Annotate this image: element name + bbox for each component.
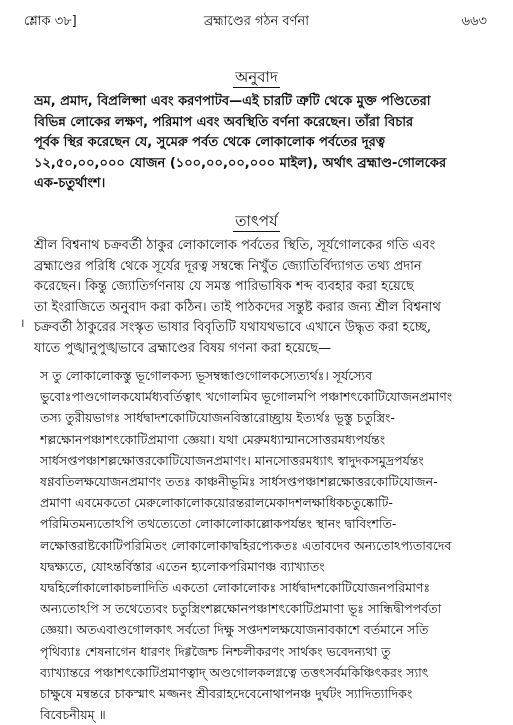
page-header: [16, 10, 497, 32]
sanskrit-quotation: [40, 365, 491, 725]
sanskrit-line: লক্ষোত্তরাষ্টকোটিপরিমিতং লোকালোকাদ্বহিরপ্যেকতঃ এতাবদেব অন্যতোঽপ্যতাবদেব: [40, 537, 452, 553]
sanskrit-line: জ্ঞেয়া। অতএবাণ্ডগোলকাৎ সর্বতো দিক্ষু সপ্তদশলক্ষযোজনাবকাশে বর্তমানে সতি: [40, 622, 429, 638]
translation-heading: [0, 66, 513, 91]
sanskrit-line: সার্ধসপ্তপঞ্চাশল্লক্ষোত্তরকোটিযোজনপ্রমাণং। মানসোত্তরমধ্যাৎ স্বাদুদকসমুদ্রপর্যন্তং: [40, 452, 424, 468]
sanskrit-line: তস্য তুরীয়ভাগঃ সার্ধদ্বাদশকোটিযোজনবিস্তারোচ্ছ্রায় ইত্যর্থঃ ভূস্তু চতুস্ত্রিং-: [40, 410, 395, 426]
purport-heading: [0, 210, 513, 235]
purport-line: চক্রবর্তী ঠাকুরের সংস্কৃত ভাষার বিবৃতিটি যথাযথভাবে এখানে উদ্ধৃত করা হচ্ছে,: [34, 320, 432, 335]
sanskrit-line: পৃথিব্যাঃ শেষনাগেন ধারণং দিগ্গজৈশ্চ নিশ্চলীকরণং সার্থকং ভবেদন্যথা তু: [40, 643, 391, 659]
purport-paragraph: [34, 236, 485, 359]
purport-line: ব্রহ্মাণ্ডের পরিধি থেকে সূর্যের দূরত্ব সম্বন্ধে নিখুঁত জ্যোতির্বিদ্যাগত তথ্য প্রদান: [34, 258, 422, 274]
purport-line: করেছেন। কিন্তু জ্যোতির্গণনায় যে সমস্ত পারিভাষিক শব্দ ব্যবহার করা হয়েছে: [34, 279, 414, 294]
purport-line: তা ইংরাজিতে অনুবাদ করা কঠিন। তাই পাঠকদের সন্তুষ্ট করার জন্য শ্রীল বিশ্বনাথ: [34, 299, 441, 315]
translation-paragraph: [34, 92, 485, 195]
translation-line: বিভিন্ন লোকের লক্ষণ, পরিমাপ এবং অবস্থিতি বর্ণনা করেছেন। তাঁরা বিচার: [34, 114, 414, 130]
translation-heading-text: অনুবাদ: [235, 68, 278, 86]
sanskrit-line: ভুবোঃপাণ্ডগোলকযোর্মধ্যবর্তিত্বাৎ খগোলমিব ভূগোলমপি পঞ্চাশৎকোটিযোজনপ্রমাণং: [40, 389, 453, 405]
translation-line: এক-চতুর্থাংশ।: [34, 176, 106, 191]
sanskrit-line: ষণ্ণবতিলক্ষযোজনপ্রমাণং ততঃ কাঞ্চনীভূমিঃ সার্ধসপ্তপঞ্চাশল্লক্ষোত্তরকোটিযোজন-: [40, 474, 438, 490]
sanskrit-line: ব্যাখ্যান্তরে পঞ্চাশৎকোটিপ্রমাণত্বাদ্ অণ্ডগোলকলগ্নত্বে তত্তৎসর্বমকিঞ্চিৎকরং স্যাৎ: [40, 664, 429, 680]
translation-line: ১২,৫০,০০,০০০ যোজন (১০০,০০,০০,০০০ মাইল), অর্থাৎ ব্রহ্মাণ্ড-গোলকের: [34, 155, 447, 171]
purport-line: শ্রীল বিশ্বনাথ চক্রবর্তী ঠাকুর লোকালোক পর্বতের স্থিতি, সূর্যগোলকের গতি এবং: [34, 238, 436, 253]
sanskrit-line: স তু লোকালোকস্তু ভূগোলকস্য ভূসম্বন্ধাণ্ডগোলকস্যেত্যর্থঃ। সূর্যস্যেব: [40, 368, 373, 383]
margin-mark: ।: [20, 316, 25, 330]
sanskrit-line: যদ্বক্ষ্যতে, যোঽন্তর্বিস্তার এতেন হ্যলোকপরিমাণঞ্চ ব্যাখ্যাতং: [40, 558, 325, 574]
sanskrit-line: অন্যতোঽপি স তথেত্যেবং চতুস্ত্রিংশল্লক্ষোনপঞ্চাশৎকোটিপ্রমাণা ভূঃ সান্ধিদ্বীপপর্বতা: [40, 601, 442, 617]
page-number: ৬৬৩: [461, 14, 487, 29]
sanskrit-line: চাক্ষুষে মন্বন্তরে চাকস্মাৎ মজ্জনং শ্রীবরাহদেবেনোথাপনঞ্চ দুর্ঘটং স্যাদিত্যাদিকং: [40, 686, 413, 702]
chapter-title: ব্রহ্মাণ্ডের গঠন বর্ণনা: [203, 14, 310, 29]
sanskrit-line: বিবেচনীয়ম্ ॥: [40, 707, 106, 723]
purport-line: যাতে পুঙ্খানুপুঙ্খভাবে ব্রহ্মাণ্ডের বিষয় গণনা করা হয়েছে—: [34, 340, 332, 356]
sanskrit-line: প্রমাণা এবমেকতো মেরুলোকালোকয়োরন্তরালমেকাদশলক্ষাধিকচতুষ্কোটি-: [40, 495, 393, 511]
verse-reference: শ্লোক ৩৮]: [24, 14, 77, 29]
sanskrit-line: যদ্বহির্লোকালোকাচলাদিতি একতো লোকালোকঃ সার্ধদ্বাদশকোটিযোজনপরিমাণঃ: [40, 580, 431, 596]
translation-line: ভ্রম, প্রমাদ, বিপ্রলিপ্সা এবং করণপাটব—এই চারটি ত্রুটি থেকে মুক্ত পণ্ডিতেরা: [34, 94, 431, 109]
translation-line: পূর্বক স্থির করেছেন যে, সুমেরু পর্বত থেকে লোকালোক পর্বতের দূরত্ব: [34, 135, 386, 150]
sanskrit-line: পরিমিতমন্যতোঽপি তথত্যেতো লোকালোকাল্লোকপর্যন্তং স্থানং দ্বাবিংশতি-: [40, 516, 397, 532]
purport-heading-text: তাৎপর্য: [235, 212, 278, 230]
sanskrit-line: শল্লক্ষোনপঞ্চাশৎকোটিপ্রমাণা জ্ঞেয়া। যথা মেরুমধ্যান্মানসোত্তরমধ্যপর্যন্তং: [40, 431, 386, 447]
